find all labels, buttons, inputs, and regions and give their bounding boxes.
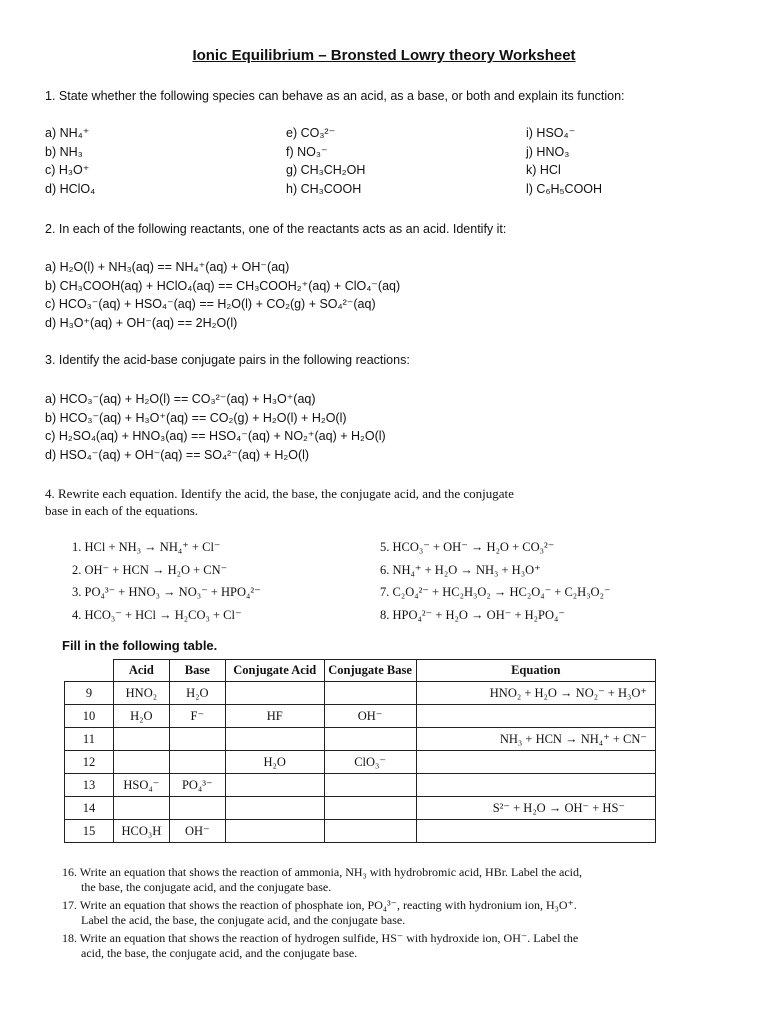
table-cell[interactable] [113,751,169,774]
table-cell[interactable]: HSO₄⁻ [113,774,169,797]
table-row [65,797,656,820]
questions-16-18 [62,865,582,961]
table-cell[interactable] [225,797,324,820]
table-cell[interactable] [324,728,416,751]
table-cell[interactable]: OH⁻ [324,705,416,728]
table-cell[interactable]: NH₃ + HCN → NH₄⁺ + CN⁻ [416,728,655,751]
q4-equation: 5. HCO₃⁻ + OH⁻ → H₂O + CO₃²⁻ [380,540,555,554]
table-header-row [65,660,656,682]
table-cell[interactable]: H₂O [225,751,324,774]
table-cell[interactable] [169,751,225,774]
table-cell[interactable]: HF [225,705,324,728]
q1-column-2 [286,124,365,198]
q1-item: f) NO₃⁻ [286,144,328,159]
q4-equations-right [380,536,611,626]
table-cell[interactable] [324,797,416,820]
question-line: 16. Write an equation that shows the reaction of ammonia, NH₃ with hydrobromic acid, HBr. Label the acid, [62,865,583,879]
q1-item: k) HCl [526,163,561,177]
q1-item: i) HSO₄⁻ [526,126,576,140]
q1-item: b) NH₃ [45,144,83,159]
table-header: Conjugate Acid [225,660,324,682]
table-cell[interactable] [416,820,655,843]
table-cell[interactable] [324,774,416,797]
table-header: Acid [113,660,169,682]
table-cell[interactable] [416,751,655,774]
table-cell: 14 [65,797,114,820]
q4-prompt-line: base in each of the equations. [45,503,199,518]
table-cell: 12 [65,751,114,774]
q3-item: c) H₂SO₄(aq) + HNO₃(aq) == HSO₄⁻(aq) + NO₂⁺(aq) + H₂O(l) [45,429,386,443]
q2-item: b) CH₃COOH(aq) + HClO₄(aq) == CH₃COOH₂⁺(aq) + ClO₄⁻(aq) [45,278,401,293]
q1-column-1 [45,124,95,198]
table-header: Conjugate Base [324,660,416,682]
question-1-prompt: 1. State whether the following species can behave as an acid, as a base, or both and explain its function: [45,89,625,103]
table-row [65,682,656,705]
question-line: Label the acid, the base, the conjugate acid, and the conjugate base. [81,913,406,927]
question-18 [62,931,582,961]
table-cell: 10 [65,705,114,728]
fill-in-table [64,659,656,843]
table-row [65,728,656,751]
page-title: Ionic Equilibrium – Bronsted Lowry theory Worksheet [192,47,576,64]
table-row [65,774,656,797]
table-row [65,751,656,774]
table-cell[interactable] [416,705,655,728]
table-cell[interactable] [225,774,324,797]
table-header: Equation [416,660,655,682]
table-cell[interactable] [225,728,324,751]
q1-item: a) NH₄⁺ [45,126,90,140]
table-cell[interactable] [225,682,324,705]
question-4-prompt [45,485,514,519]
table-cell[interactable]: OH⁻ [169,820,225,843]
q2-item: d) H₃O⁺(aq) + OH⁻(aq) == 2H₂O(l) [45,315,238,330]
q4-equation: 3. PO₄³⁻ + HNO₃ → NO₃⁻ + HPO₄²⁻ [72,585,261,599]
table-cell: 9 [65,682,114,705]
question-line: acid, the base, the conjugate acid, and the conjugate base. [81,946,358,960]
q4-equation: 4. HCO₃⁻ + HCl → H₂CO₃ + Cl⁻ [72,607,242,622]
table-cell[interactable]: H₂O [169,682,225,705]
table-cell[interactable]: HCO₃H [113,820,169,843]
q1-item: g) CH₃CH₂OH [286,163,366,177]
question-3-prompt: 3. Identify the acid-base conjugate pairs in the following reactions: [45,353,410,367]
q1-item: e) CO₃²⁻ [286,126,336,140]
question-line: 17. Write an equation that shows the reaction of phosphate ion, PO₄³⁻, reacting with hydronium ion, H₃O⁺. [62,898,577,912]
question-2-prompt: 2. In each of the following reactants, one of the reactants acts as an acid. Identify it: [45,222,507,236]
table-cell: 13 [65,774,114,797]
q4-equations-left [72,536,261,626]
table-cell[interactable] [416,774,655,797]
q3-item: d) HSO₄⁻(aq) + OH⁻(aq) == SO₄²⁻(aq) + H₂O(l) [45,447,310,462]
q4-equation: 2. OH⁻ + HCN → H₂O + CN⁻ [72,562,228,577]
q1-item: j) HNO₃ [526,144,570,159]
q4-equation: 7. C₂O₄²⁻ + HC₂H₃O₂ → HC₂O₄⁻ + C₂H₃O₂⁻ [380,585,611,599]
q1-column-3 [526,124,602,198]
table-cell[interactable] [324,820,416,843]
table-row [65,705,656,728]
q3-item: b) HCO₃⁻(aq) + H₃O⁺(aq) == CO₂(g) + H₂O(l) + H₂O(l) [45,410,347,425]
table-cell[interactable] [169,797,225,820]
q2-list [45,258,400,332]
question-17 [62,898,582,928]
q3-item: a) HCO₃⁻(aq) + H₂O(l) == CO₃²⁻(aq) + H₃O⁺(aq) [45,392,316,406]
q1-item: h) CH₃COOH [286,181,362,196]
table-header [65,660,114,682]
table-cell[interactable]: HNO₂ [113,682,169,705]
q4-equation: 8. HPO₄²⁻ + H₂O → OH⁻ + H₂PO₄⁻ [380,607,565,622]
table-row [65,820,656,843]
q3-list [45,390,386,464]
table-cell: 11 [65,728,114,751]
table-cell[interactable]: H₂O [113,705,169,728]
table-cell[interactable] [113,728,169,751]
table-cell[interactable]: ClO₃⁻ [324,751,416,774]
table-caption: Fill in the following table. [62,638,218,653]
table-cell[interactable] [113,797,169,820]
q4-equation: 6. NH₄⁺ + H₂O → NH₃ + H₃O⁺ [380,562,541,577]
q2-item: a) H₂O(l) + NH₃(aq) == NH₄⁺(aq) + OH⁻(aq) [45,260,290,274]
table-cell[interactable] [324,682,416,705]
table-cell: 15 [65,820,114,843]
q4-prompt-line: 4. Rewrite each equation. Identify the acid, the base, the conjugate acid, and the conjugate [45,486,514,501]
q4-equation: 1. HCl + NH₃ → NH₄⁺ + Cl⁻ [72,540,221,554]
table-cell[interactable]: HNO₂ + H₂O → NO₂⁻ + H₃O⁺ [416,682,655,705]
table-header: Base [169,660,225,682]
question-16 [62,865,582,895]
q2-item: c) HCO₃⁻(aq) + HSO₄⁻(aq) == H₂O(l) + CO₂(g) + SO₄²⁻(aq) [45,297,376,311]
q1-item: c) H₃O⁺ [45,163,90,177]
q1-item: d) HClO₄ [45,181,96,196]
table-cell[interactable]: PO₄³⁻ [169,774,225,797]
question-line: 18. Write an equation that shows the reaction of hydrogen sulfide, HS⁻ with hydroxide ion, OH⁻. Label the [62,931,579,945]
table-cell[interactable]: S²⁻ + H₂O → OH⁻ + HS⁻ [416,797,655,820]
table-cell[interactable] [225,820,324,843]
table-cell[interactable] [169,728,225,751]
table-cell[interactable]: F⁻ [169,705,225,728]
q1-item: l) C₆H₅COOH [526,181,603,196]
question-line: the base, the conjugate acid, and the conjugate base. [81,880,332,894]
